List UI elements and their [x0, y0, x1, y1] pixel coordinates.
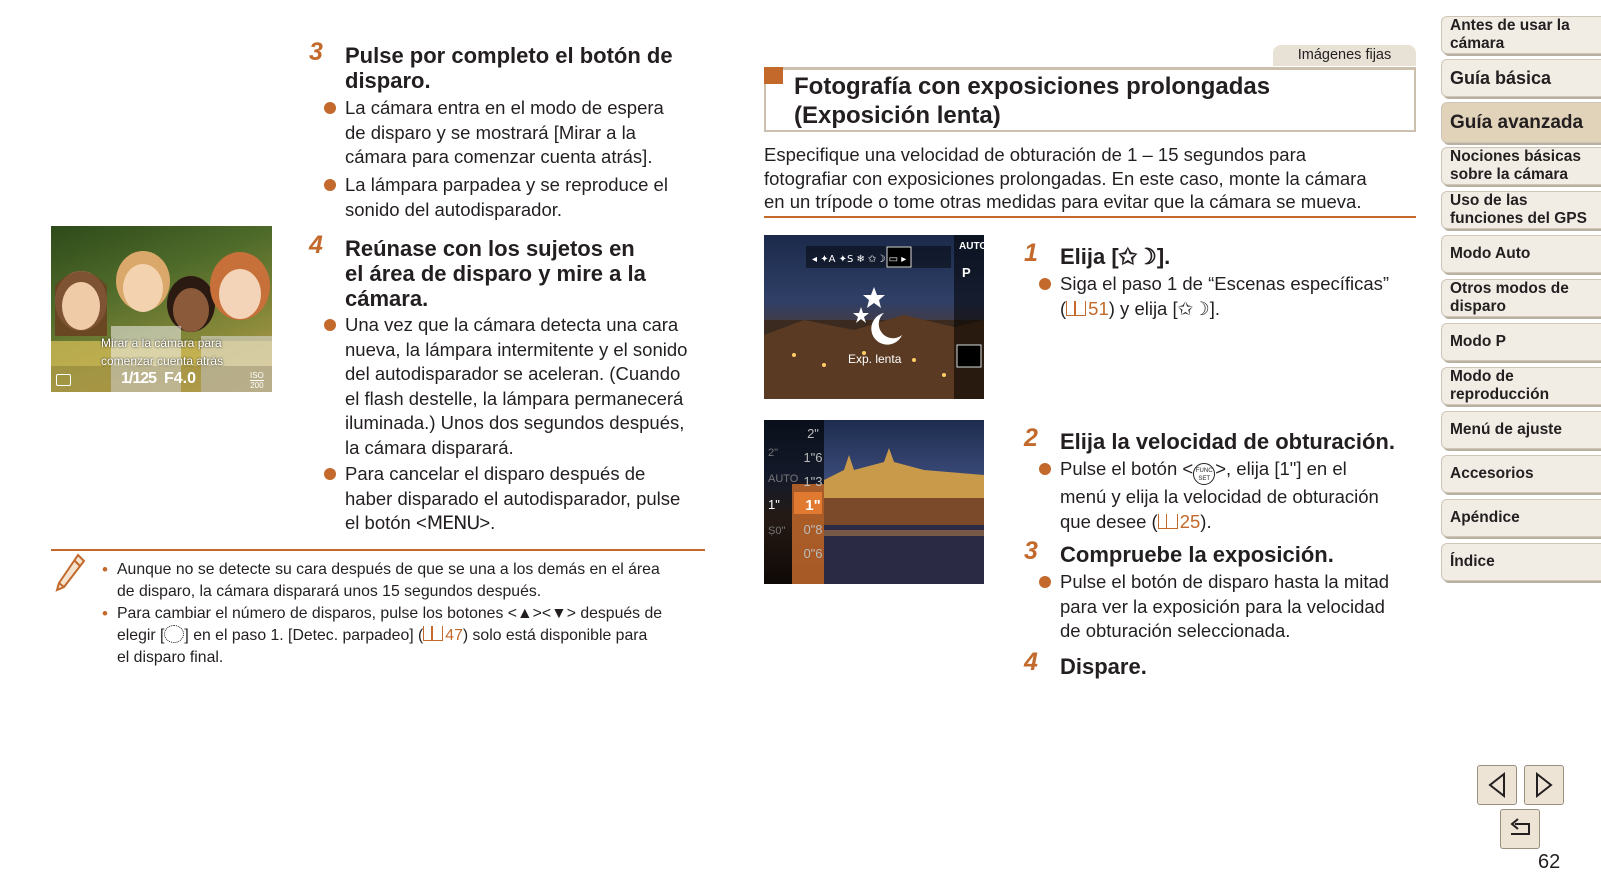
text-fragment: Para cambiar el número de disparos, pulse los botones <	[117, 605, 517, 622]
text-line: la cámara disparará.	[345, 436, 514, 458]
step-4-title	[345, 236, 646, 311]
text-line: el flash destelle, la lámpara permanecerá	[345, 387, 684, 409]
text-line: cámara para comenzar cuenta atrás].	[345, 146, 653, 168]
step-3-bullet-1	[345, 96, 664, 170]
page-ref-number: 51	[1088, 297, 1109, 319]
page-number: 62	[1538, 851, 1561, 873]
text-line: Especifique una velocidad de obturación de 1 – 15 segundos para	[764, 144, 1307, 165]
next-page-button[interactable]	[1524, 765, 1564, 805]
text-line: sonido del autodisparador.	[345, 198, 563, 220]
sidebar-item-label: Modo Auto	[1450, 245, 1531, 262]
step-4-number: 4	[309, 231, 323, 259]
text-line: Siga el paso 1 de “Escenas específicas”	[1060, 273, 1390, 294]
sidebar-item-accesorios[interactable]	[1441, 455, 1601, 493]
sidebar-item-modo-auto[interactable]	[1441, 235, 1601, 273]
face-self-timer-icon	[164, 625, 184, 643]
text-line: de disparo, la cámara disparará unos 15 segundos después.	[117, 583, 542, 600]
city-night-illustration	[764, 235, 984, 399]
sidebar-item-label: reproducción	[1450, 386, 1550, 403]
scene-menu-screen	[764, 235, 988, 399]
step-3-title	[345, 43, 673, 93]
text-fragment: ).	[1200, 510, 1212, 532]
step-4-title-line: Reúnase con los sujetos en	[345, 236, 635, 261]
sidebar-item-label: Índice	[1450, 553, 1495, 570]
sidebar-item-antes[interactable]	[1441, 16, 1601, 54]
arrow-left-icon	[1478, 766, 1516, 804]
shutter-value: 0"8	[803, 522, 823, 537]
text-line: para ver la exposición para la velocidad	[1060, 595, 1385, 617]
text-fragment: Pulse el botón <	[1060, 458, 1194, 479]
iso-number: 200	[250, 381, 264, 390]
right-step-2-title: Elija la velocidad de obturación.	[1060, 429, 1395, 454]
right-step-1-title: Elija [✩☽].	[1060, 244, 1171, 269]
photo-iso-value	[250, 371, 264, 390]
shutter-value-list	[802, 422, 824, 566]
still-images-tag: Imágenes fijas	[1273, 45, 1416, 66]
up-down-keys: ▲><▼	[516, 605, 567, 622]
shutter-select-screen	[764, 420, 984, 584]
book-icon	[1066, 301, 1086, 316]
shutter-value-selected: 1"	[805, 497, 821, 514]
sidebar-item-label: Apéndice	[1450, 509, 1520, 526]
step-4-bullet-1	[345, 313, 687, 461]
right-step-1-number: 1	[1024, 239, 1038, 267]
func-set-button-icon	[1193, 463, 1215, 485]
text-fragment: (	[1060, 297, 1067, 319]
page-link-47[interactable]	[423, 627, 463, 644]
heading-marker	[764, 67, 783, 84]
right-step-4-title: Dispare.	[1060, 654, 1147, 679]
sidebar-item-label: cámara	[1450, 35, 1505, 52]
sidebar-item-label: funciones del GPS	[1450, 210, 1587, 227]
step-4-title-line: el área de disparo y mire a la	[345, 261, 646, 286]
sidebar-item-guia-basica[interactable]	[1441, 59, 1601, 97]
sidebar-item-label: Modo de	[1450, 368, 1514, 385]
sidebar-item-apendice[interactable]	[1441, 499, 1601, 537]
sidebar-item-label: Otros modos de	[1450, 280, 1569, 297]
text-line: el disparo final.	[117, 649, 224, 666]
text-line	[117, 625, 662, 647]
text-line	[1060, 297, 1389, 322]
text-line: La lámpara parpadea y se reproduce el	[345, 174, 668, 195]
sidebar-item-label: Antes de usar la	[1450, 17, 1570, 34]
note-rule	[51, 549, 705, 551]
photo-shutter-value: 1/125	[121, 370, 157, 387]
step-3-number: 3	[309, 38, 323, 66]
sidebar-item-otros-modos[interactable]	[1441, 279, 1601, 317]
sidebar-item-nociones[interactable]	[1441, 147, 1601, 185]
sidebar-item-gps[interactable]	[1441, 191, 1601, 229]
page-link-25[interactable]	[1158, 511, 1201, 532]
sidebar-item-label: sobre la cámara	[1450, 166, 1569, 183]
sidebar-item-reproduccion[interactable]	[1441, 367, 1601, 405]
right-step-4-number: 4	[1024, 648, 1038, 676]
metering-icon	[56, 374, 71, 386]
text-fragment: >, elija [1"] en el	[1215, 458, 1347, 479]
side-value: Ṣ0"	[768, 525, 786, 537]
text-line: Pulse el botón de disparo hasta la mitad	[1060, 571, 1390, 592]
step-3-bullet-2	[345, 173, 668, 222]
iso-label: ISO	[250, 371, 264, 380]
menu-button-label: MENU	[426, 512, 480, 535]
arrow-right-icon	[1525, 766, 1563, 804]
overlay-line: Mirar a la cámara para	[101, 336, 222, 350]
step-4-title-line: cámara.	[345, 286, 429, 311]
page-link-51[interactable]	[1066, 298, 1109, 319]
page-ref-number: 47	[445, 627, 463, 644]
text-line	[1060, 457, 1379, 485]
sidebar-item-guia-avanzada[interactable]	[1441, 102, 1601, 143]
right-step-2-bullet	[1060, 457, 1379, 534]
photo-overlay-message	[101, 334, 223, 370]
section-title-line: Fotografía con exposiciones prolongadas	[794, 73, 1271, 100]
text-line: fotografiar con exposiciones prolongadas. En este caso, monte la cámara	[764, 167, 1367, 189]
text-line: de disparo y se mostrará [Mirar a la	[345, 121, 636, 143]
text-fragment: > después de	[566, 605, 663, 622]
sidebar-item-label: Guía básica	[1450, 68, 1552, 88]
text-fragment: que desee (	[1060, 510, 1158, 532]
step-3-title-line: disparo.	[345, 68, 431, 93]
sidebar-item-label: Modo P	[1450, 333, 1506, 350]
sidebar-item-indice[interactable]	[1441, 543, 1601, 581]
func-set-label: FUNC SET	[1195, 468, 1213, 482]
text-line: iluminada.) Unos dos segundos después,	[345, 412, 685, 434]
text-line: La cámara entra en el modo de espera	[345, 97, 664, 118]
section-title-line: (Exposición lenta)	[794, 102, 1001, 129]
text-line: nueva, la lámpara intermitente y el sonido	[345, 338, 688, 360]
sidebar-item-label: Menú de ajuste	[1450, 421, 1562, 438]
text-fragment: el botón <	[345, 512, 427, 534]
shutter-value: 1"6	[803, 450, 823, 465]
text-line: menú y elija la velocidad de obturación	[1060, 486, 1379, 507]
sidebar-item-label: Accesorios	[1450, 465, 1534, 482]
text-line: del autodisparador se aceleran. (Cuando	[345, 363, 681, 385]
scene-label: Exp. lenta	[848, 352, 902, 366]
sidebar-item-label: Uso de las	[1450, 192, 1528, 209]
intro-rule	[764, 216, 1416, 218]
side-value: 2"	[768, 447, 779, 459]
step-4-bullet-2	[345, 462, 680, 536]
overlay-line: comenzar cuenta atrás	[101, 354, 224, 368]
text-fragment: >.	[479, 512, 496, 534]
shutter-value: 2"	[807, 426, 819, 441]
right-step-3-title: Compruebe la exposición.	[1060, 542, 1334, 567]
text-line: Para cancelar el disparo después de	[345, 463, 646, 484]
sidebar-item-label: disparo	[1450, 298, 1506, 315]
text-line: en un trípode o tome otras medidas para evitar que la cámara se mueva.	[764, 191, 1362, 212]
right-step-1-bullet	[1060, 272, 1389, 321]
self-timer-screen-photo	[51, 226, 272, 392]
back-button[interactable]	[1500, 809, 1540, 849]
mode-p-label: P	[962, 265, 971, 280]
side-value: 1"	[768, 497, 780, 512]
text-line: haber disparado el autodisparador, pulse	[345, 487, 681, 509]
right-step-3-bullet	[1060, 570, 1389, 644]
step-3-title-line: Pulse por completo el botón de	[345, 43, 673, 68]
text-line	[1060, 510, 1379, 535]
sidebar-item-label: Nociones básicas	[1450, 148, 1581, 165]
right-step-3-number: 3	[1024, 537, 1038, 565]
shutter-side-list	[768, 440, 798, 544]
return-arrow-icon	[1501, 810, 1539, 848]
text-fragment: ] en el paso 1. [Detec. parpadeo] (	[184, 627, 424, 644]
photo-aperture-value: F4.0	[164, 370, 197, 387]
text-fragment: ) solo está disponible para	[462, 627, 648, 644]
shutter-value: 1"3	[803, 474, 823, 489]
page-ref-number: 25	[1179, 510, 1201, 532]
text-line: Una vez que la cámara detecta una cara	[345, 314, 679, 335]
text-line: de obturación seleccionada.	[1060, 620, 1291, 642]
book-icon	[1158, 514, 1178, 529]
side-value: AUTO	[768, 473, 799, 485]
note-bullet-1	[117, 559, 660, 603]
svg-text:◂ ✦A ✦S ❄ ✩☽ ▭ ▸: ◂ ✦A ✦S ❄ ✩☽ ▭ ▸	[812, 254, 907, 265]
shutter-value: 0"6	[803, 546, 823, 561]
pencil-icon	[54, 553, 86, 593]
text-line	[117, 603, 662, 625]
intro-text	[764, 143, 1367, 214]
text-fragment: elegir [	[117, 627, 165, 644]
text-fragment: ) y elija [✩☽].	[1108, 297, 1220, 319]
prev-page-button[interactable]	[1477, 765, 1517, 805]
note-bullet-2	[117, 603, 662, 669]
sidebar-item-label: Guía avanzada	[1450, 111, 1584, 133]
sidebar-item-modo-p[interactable]	[1441, 323, 1601, 361]
right-step-2-number: 2	[1024, 424, 1038, 452]
text-line	[345, 511, 680, 536]
book-icon	[423, 626, 443, 641]
text-line: • Aunque no se detecte su cara después de que se una a los demás en el área	[117, 561, 660, 578]
sidebar-item-menu-ajuste[interactable]	[1441, 411, 1601, 449]
mode-auto-label: AUTO	[959, 241, 988, 252]
section-title	[794, 72, 1270, 130]
